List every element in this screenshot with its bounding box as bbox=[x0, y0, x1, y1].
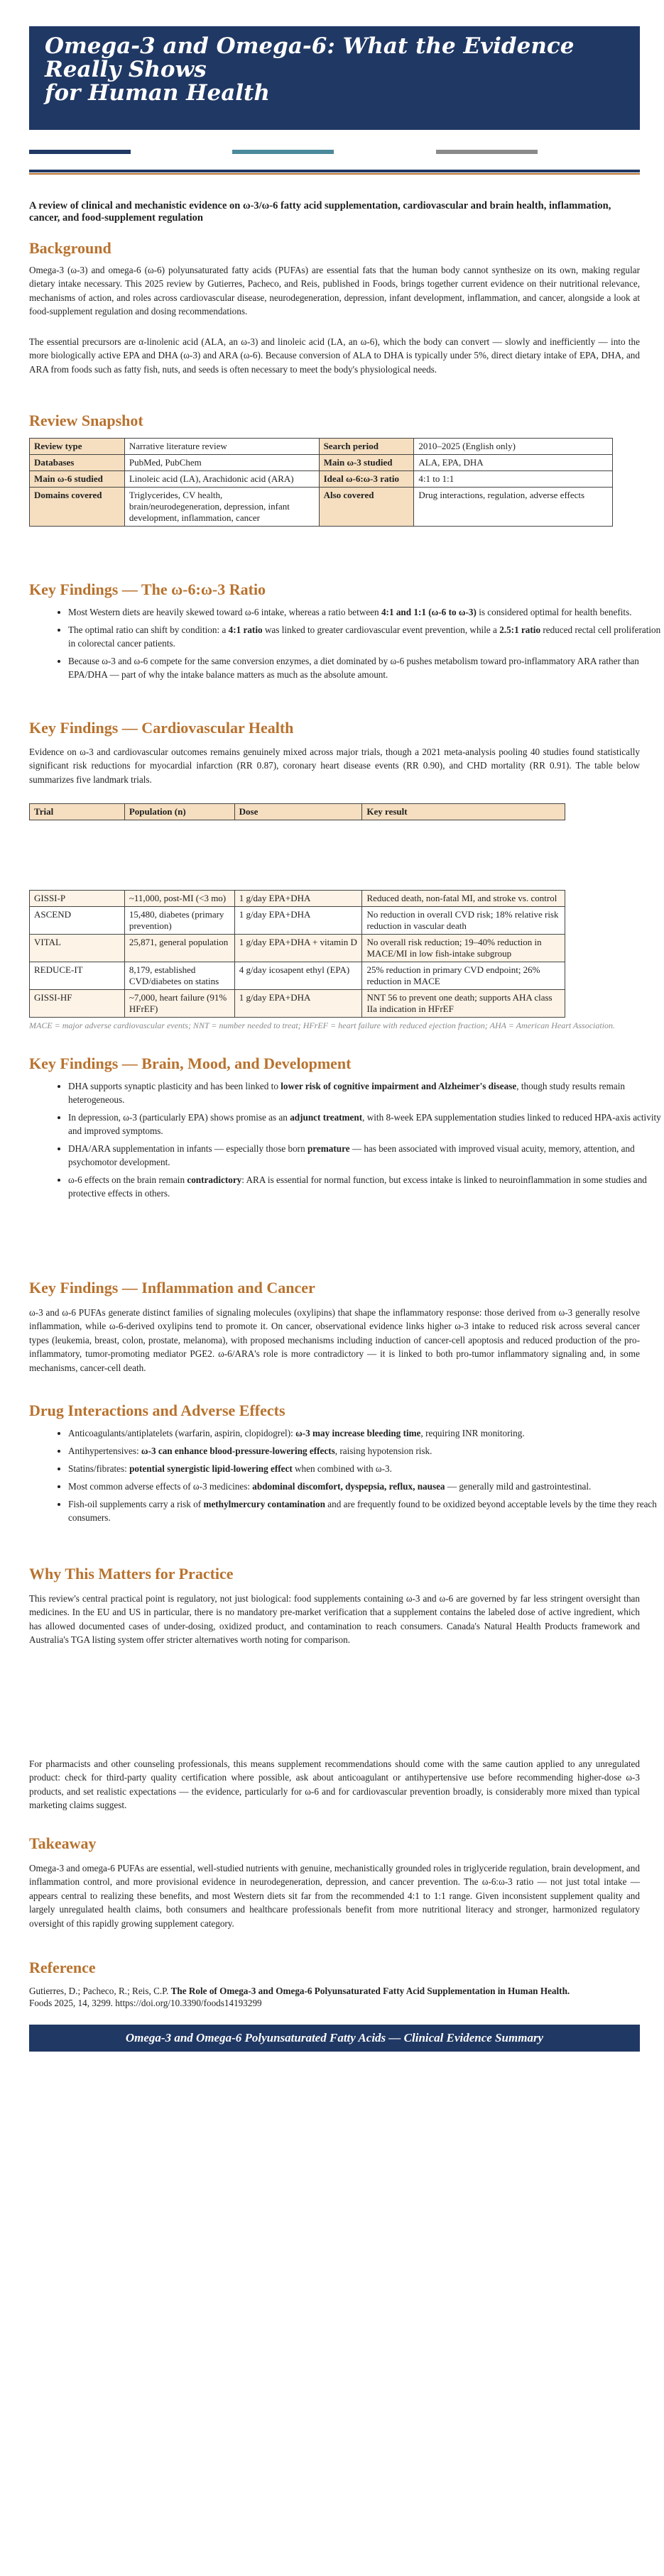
background-heading: Background bbox=[29, 239, 111, 257]
snapshot-heading: Review Snapshot bbox=[29, 412, 143, 429]
title-banner bbox=[29, 26, 640, 130]
list-item: • ω-6 effects on the brain remain contradictory: ARA is essential for normal function, but excess intake is linked to neuroinflammation in some studies and protective effects in others. bbox=[68, 1173, 664, 1200]
trial-name: REDUCE-IT bbox=[30, 962, 125, 990]
reference-title: The Role of Omega-3 and Omega-6 Polyunsaturated Fatty Acid Supplementation in Human Health. bbox=[170, 1986, 570, 1996]
trial-col-header: Dose bbox=[234, 804, 362, 820]
trial-population: 15,480, diabetes (primary prevention) bbox=[124, 907, 234, 935]
snapshot-value: PubMed, PubChem bbox=[124, 455, 319, 471]
trial-result: NNT 56 to prevent one death; supports AHA class IIa indication in HFrEF bbox=[362, 990, 565, 1018]
subtitle: A review of clinical and mechanistic evidence on ω-3/ω-6 fatty acid supplementation, cardiovascular and brain health, inflammation, cancer, and food-supplement regulation bbox=[29, 200, 611, 224]
snapshot-key: Main ω-6 studied bbox=[30, 471, 125, 488]
list-item: • Fish-oil supplements carry a risk of methylmercury contamination and are frequently found to be oxidized beyond acceptable levels by the time they reach consumers. bbox=[68, 1497, 664, 1524]
title-line-1: Omega-3 and Omega-6: What the Evidence bbox=[45, 33, 575, 59]
list-item: • Most common adverse effects of ω-3 medicines: abdominal discomfort, dyspepsia, reflux, nausea — generally mild and gastrointestinal. bbox=[68, 1480, 664, 1493]
practice-paragraph-1: This review's central practical point is regulatory, not just biological: food supplements containing ω-3 and ω-6 are governed by far less stringent oversight than medicines. In the EU and US in particular, there is no mandatory pre-market verification that a supplement contains the labeled dose of active ingredient, which has allowed documented cases of under-dosing, oxidized product, and contamination to reach consumers. Canada's Natural Health Products framework and Australia's TGA listing system offer stricter alternatives worth noting for comparison. bbox=[29, 1593, 640, 1646]
ratio-list bbox=[29, 605, 664, 686]
snapshot-value: Linoleic acid (LA), Arachidonic acid (ARA) bbox=[124, 471, 319, 488]
trial-dose: 4 g/day icosapent ethyl (EPA) bbox=[234, 962, 362, 990]
header-rule bbox=[29, 170, 640, 172]
snapshot-key: Main ω-3 studied bbox=[319, 455, 414, 471]
background-paragraph-2: The essential precursors are α-linolenic acid (ALA, an ω-3) and linoleic acid (LA, an ω-6), which the body can convert — slowly and inefficiently — into the more biologically active EPA and DHA (ω-3) and ARA (ω-6). Because conversion of ALA to DHA is typically under 5%, direct dietary intake of EPA, DHA, and ARA from foods such as fatty fish, nuts, and seeds is often necessary to meet the body's physiological needs. bbox=[29, 336, 640, 375]
inflammation-paragraph: ω-3 and ω-6 PUFAs generate distinct families of signaling molecules (oxylipins) that shape the inflammatory response: those derived from ω-3 generally resolve inflammation, while ω-6-derived oxylipins tend to promote it. On cancer, observational evidence links higher ω-3 intake to reduced risk across several cancer types (leukemia, breast, colon, prostate, melanoma), with proposed mechanisms including induction of cancer-cell apoptosis and reduced production of the pro-inflammatory, tumor-promoting mediator PGE2. ω-6/ARA's role is more contradictory — it is linked to both pro-tumor inflammatory signaling and, in some mechanisms, cancer-cell death. bbox=[29, 1307, 640, 1373]
trial-col-header: Trial bbox=[30, 804, 125, 820]
accent-strip-navy bbox=[29, 150, 131, 154]
table-row bbox=[30, 907, 565, 935]
trial-name: VITAL bbox=[30, 935, 125, 962]
trial-name: ASCEND bbox=[30, 907, 125, 935]
trial-dose: 1 g/day EPA+DHA bbox=[234, 990, 362, 1018]
list-item: • Because ω-3 and ω-6 compete for the same conversion enzymes, a diet dominated by ω-6 pushes metabolism toward pro-inflammatory ARA rather than EPA/DHA — part of why the intake balance matters as much as the absolute amount. bbox=[68, 654, 664, 681]
trial-result: No overall risk reduction; 19–40% reduction in MACE/MI in low fish-intake subgroup bbox=[362, 935, 565, 962]
trial-name: GISSI-HF bbox=[30, 990, 125, 1018]
trial-table-header bbox=[29, 803, 565, 820]
practice-heading: Why This Matters for Practice bbox=[29, 1565, 234, 1583]
snapshot-row bbox=[30, 488, 613, 527]
trial-col-header: Key result bbox=[362, 804, 565, 820]
list-item: • Most Western diets are heavily skewed toward ω-6 intake, whereas a ratio between 4:1 and 1:1 (ω-6 to ω-3) is considered optimal for health benefits. bbox=[68, 605, 664, 619]
snapshot-value: 2010–2025 (English only) bbox=[414, 439, 613, 455]
trial-dose: 1 g/day EPA+DHA + vitamin D bbox=[234, 935, 362, 962]
table-row bbox=[30, 990, 565, 1018]
reference-source: Foods 2025, 14, 3299. https://doi.org/10.3390/foods14193299 bbox=[29, 1998, 262, 2008]
snapshot-key: Also covered bbox=[319, 488, 414, 527]
reference-citation bbox=[29, 1985, 640, 2009]
snapshot-key: Databases bbox=[30, 455, 125, 471]
drugs-list bbox=[29, 1426, 664, 1529]
trial-result: Reduced death, non-fatal MI, and stroke vs. control bbox=[362, 891, 565, 907]
snapshot-value: Drug interactions, regulation, adverse effects bbox=[414, 488, 613, 527]
snapshot-key: Review type bbox=[30, 439, 125, 455]
takeaway-paragraph: Omega-3 and omega-6 PUFAs are essential, well-studied nutrients with genuine, mechanistically grounded roles in triglyceride regulation, brain development, and inflammation control, and more provisional evidence in neurodegeneration, depression, and cancer prevention. The ω-6:ω-3 ratio — not just total intake — appears central to realizing these benefits, and most Western diets sit far from the recommended 4:1 to 1:1 range. Given inconsistent supplement quality and largely unregulated health claims, both consumers and healthcare professionals benefit from more nutritional literacy and stronger, harmonized regulatory oversight of this rapidly growing supplement category. bbox=[29, 1863, 640, 1929]
trial-col-header: Population (n) bbox=[124, 804, 234, 820]
inflammation-heading: Key Findings — Inflammation and Cancer bbox=[29, 1279, 315, 1297]
background-paragraph-1: Omega-3 (ω-3) and omega-6 (ω-6) polyunsaturated fatty acids (PUFAs) are essential fats that the human body cannot synthesize on its own, making regular dietary intake necessary. This 2025 review by Gutierres, Pacheco, and Reis, published in Foods, brings together current evidence on their nutritional relevance, mechanisms of action, and roles across cardiovascular disease, neurodegeneration, depression, infant development, inflammation, and cancer, alongside a look at food-supplement regulation and dosing recommendations. bbox=[29, 265, 640, 317]
trial-dose: 1 g/day EPA+DHA bbox=[234, 907, 362, 935]
snapshot-key: Ideal ω-6:ω-3 ratio bbox=[319, 471, 414, 488]
takeaway-heading: Takeaway bbox=[29, 1834, 97, 1852]
list-item: • The optimal ratio can shift by condition: a 4:1 ratio was linked to greater cardiovascular event prevention, while a 2.5:1 ratio reduced rectal cell proliferation in colorectal cancer patients. bbox=[68, 623, 664, 650]
accent-strip-teal bbox=[232, 150, 334, 154]
footer-banner: Omega-3 and Omega-6 Polyunsaturated Fatty Acids — Clinical Evidence Summary bbox=[29, 2025, 640, 2052]
snapshot-value: Narrative literature review bbox=[124, 439, 319, 455]
practice-paragraph-2: For pharmacists and other counseling professionals, this means supplement recommendations should come with the same caution applied to any unregulated product: check for third-party quality certification where possible, ask about anticoagulant or antihypertensive use before recommending higher-dose ω-3 products, and set realistic expectations — the evidence, particularly for ω-6 and for cardiovascular prevention broadly, is considerably more mixed than typical marketing claims suggest. bbox=[29, 1758, 640, 1811]
trial-population: 8,179, established CVD/diabetes on statins bbox=[124, 962, 234, 990]
snapshot-value: ALA, EPA, DHA bbox=[414, 455, 613, 471]
table-row bbox=[30, 962, 565, 990]
trial-dose: 1 g/day EPA+DHA bbox=[234, 891, 362, 907]
brain-heading: Key Findings — Brain, Mood, and Development bbox=[29, 1055, 352, 1072]
snapshot-key: Search period bbox=[319, 439, 414, 455]
list-item: • In depression, ω-3 (particularly EPA) shows promise as an adjunct treatment, with 8-week EPA supplementation studies linked to reduced HPA-axis activity and improved symptoms. bbox=[68, 1111, 664, 1138]
title-line-3: for Human Health bbox=[45, 80, 270, 106]
trial-population: ~11,000, post-MI (<3 mo) bbox=[124, 891, 234, 907]
drugs-heading: Drug Interactions and Adverse Effects bbox=[29, 1402, 285, 1419]
reference-heading: Reference bbox=[29, 1959, 96, 1976]
abbreviation-note: MACE = major adverse cardiovascular events; NNT = number needed to treat; HFrEF = heart failure with reduced ejection fraction; AHA = American Heart Association. bbox=[29, 1020, 616, 1030]
accent-strip-gray bbox=[436, 150, 538, 154]
cardio-intro: Evidence on ω-3 and cardiovascular outcomes remains genuinely mixed across major trials, though a 2021 meta-analysis pooling 40 studies found statistically significant risk reductions for myocardial infarction (RR 0.87), coronary heart disease events (RR 0.90), and CHD mortality (RR 0.91). The table below summarizes five landmark trials. bbox=[29, 747, 640, 785]
header-rule-accent bbox=[29, 173, 640, 175]
trial-result: 25% reduction in primary CVD endpoint; 26% reduction in MACE bbox=[362, 962, 565, 990]
snapshot-value: Triglycerides, CV health, brain/neurodegeneration, depression, infant development, inflammation, cancer bbox=[124, 488, 319, 527]
trial-name: GISSI-P bbox=[30, 891, 125, 907]
page-title bbox=[29, 26, 640, 114]
snapshot-value: 4:1 to 1:1 bbox=[414, 471, 613, 488]
title-line-2: Really Shows bbox=[45, 57, 207, 82]
table-row bbox=[30, 891, 565, 907]
trial-population: 25,871, general population bbox=[124, 935, 234, 962]
snapshot-row bbox=[30, 455, 613, 471]
snapshot-key: Domains covered bbox=[30, 488, 125, 527]
ratio-heading: Key Findings — The ω-6:ω-3 Ratio bbox=[29, 580, 266, 598]
list-item: • Anticoagulants/antiplatelets (warfarin, aspirin, clopidogrel): ω-3 may increase bleeding time, requiring INR monitoring. bbox=[68, 1426, 664, 1440]
list-item: • DHA supports synaptic plasticity and has been linked to lower risk of cognitive impairment and Alzheimer's disease, though study results remain heterogeneous. bbox=[68, 1079, 664, 1106]
trial-result: No reduction in overall CVD risk; 18% relative risk reduction in vascular death bbox=[362, 907, 565, 935]
brain-list bbox=[29, 1079, 664, 1204]
cardio-heading: Key Findings — Cardiovascular Health bbox=[29, 719, 294, 737]
snapshot-row bbox=[30, 471, 613, 488]
table-row bbox=[30, 935, 565, 962]
list-item: • Statins/fibrates: potential synergistic lipid-lowering effect when combined with ω-3. bbox=[68, 1462, 664, 1475]
snapshot-table bbox=[29, 438, 613, 527]
reference-authors: Gutierres, D.; Pacheco, R.; Reis, C.P. bbox=[29, 1986, 171, 1996]
trial-table bbox=[29, 890, 565, 1018]
list-item: • Antihypertensives: ω-3 can enhance blood-pressure-lowering effects, raising hypotension risk. bbox=[68, 1444, 664, 1458]
snapshot-row bbox=[30, 439, 613, 455]
list-item: • DHA/ARA supplementation in infants — especially those born premature — has been associated with improved visual acuity, memory, attention, and psychomotor development. bbox=[68, 1142, 664, 1169]
trial-population: ~7,000, heart failure (91% HFrEF) bbox=[124, 990, 234, 1018]
